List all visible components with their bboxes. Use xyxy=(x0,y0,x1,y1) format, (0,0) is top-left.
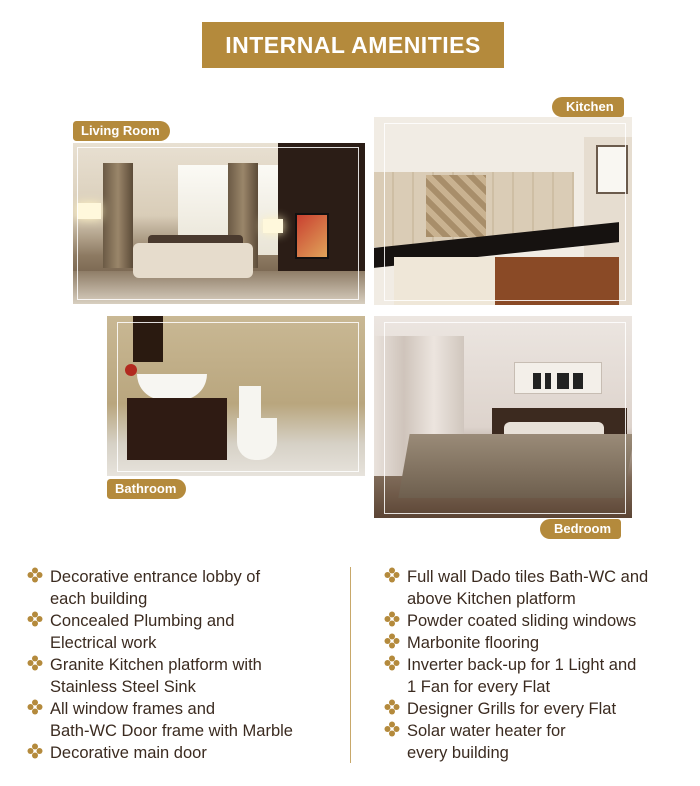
amenities-list-right xyxy=(380,566,698,764)
list-item xyxy=(380,720,698,764)
list-item-line: Concealed Plumbing and xyxy=(50,612,235,630)
diamond-bullet-icon xyxy=(384,567,400,583)
list-item-line: each building xyxy=(50,590,148,608)
list-item-line: Inverter back-up for 1 Light and xyxy=(407,656,637,674)
diamond-bullet-icon xyxy=(27,655,43,671)
list-item-line: 1 Fan for every Flat xyxy=(407,678,551,696)
list-item-line: Decorative entrance lobby of xyxy=(50,568,261,586)
page-title: INTERNAL AMENITIES xyxy=(202,22,504,68)
amenities-list-left xyxy=(23,566,348,764)
list-item xyxy=(380,654,698,698)
bedroom-label: Bedroom xyxy=(540,519,621,539)
list-item-line: Solar water heater for xyxy=(407,722,566,740)
list-item xyxy=(380,610,698,632)
bedroom-photo xyxy=(374,316,632,518)
list-item-line: Powder coated sliding windows xyxy=(407,612,637,630)
diamond-bullet-icon xyxy=(27,567,43,583)
list-item xyxy=(23,742,348,764)
diamond-bullet-icon xyxy=(27,611,43,627)
list-item-line: Electrical work xyxy=(50,634,157,652)
list-item-line: Granite Kitchen platform with xyxy=(50,656,262,674)
diamond-bullet-icon xyxy=(384,611,400,627)
kitchen-photo xyxy=(374,117,632,305)
list-item-line: All window frames and xyxy=(50,700,216,718)
list-item-line: Designer Grills for every Flat xyxy=(407,700,617,718)
living-room-photo xyxy=(73,143,365,304)
list-item-line: every building xyxy=(407,744,509,762)
diamond-bullet-icon xyxy=(384,655,400,671)
list-item-line: Bath-WC Door frame with Marble xyxy=(50,722,293,740)
list-item xyxy=(23,610,348,654)
bathroom-label: Bathroom xyxy=(107,479,186,499)
list-item-line: Marbonite flooring xyxy=(407,634,540,652)
kitchen-label: Kitchen xyxy=(552,97,624,117)
diamond-bullet-icon xyxy=(384,699,400,715)
list-item xyxy=(380,632,698,654)
diamond-bullet-icon xyxy=(384,721,400,737)
diamond-bullet-icon xyxy=(384,633,400,649)
diamond-bullet-icon xyxy=(27,743,43,759)
list-item xyxy=(23,698,348,742)
column-divider xyxy=(350,567,351,763)
list-item-line: Stainless Steel Sink xyxy=(50,678,196,696)
list-item xyxy=(23,566,348,610)
diamond-bullet-icon xyxy=(27,699,43,715)
list-item xyxy=(380,698,698,720)
list-item xyxy=(380,566,698,610)
list-item xyxy=(23,654,348,698)
bathroom-photo xyxy=(107,316,365,476)
list-item-line: Full wall Dado tiles Bath-WC and xyxy=(407,568,649,586)
list-item-line: Decorative main door xyxy=(50,744,207,762)
living-room-label: Living Room xyxy=(73,121,170,141)
list-item-line: above Kitchen platform xyxy=(407,590,576,608)
